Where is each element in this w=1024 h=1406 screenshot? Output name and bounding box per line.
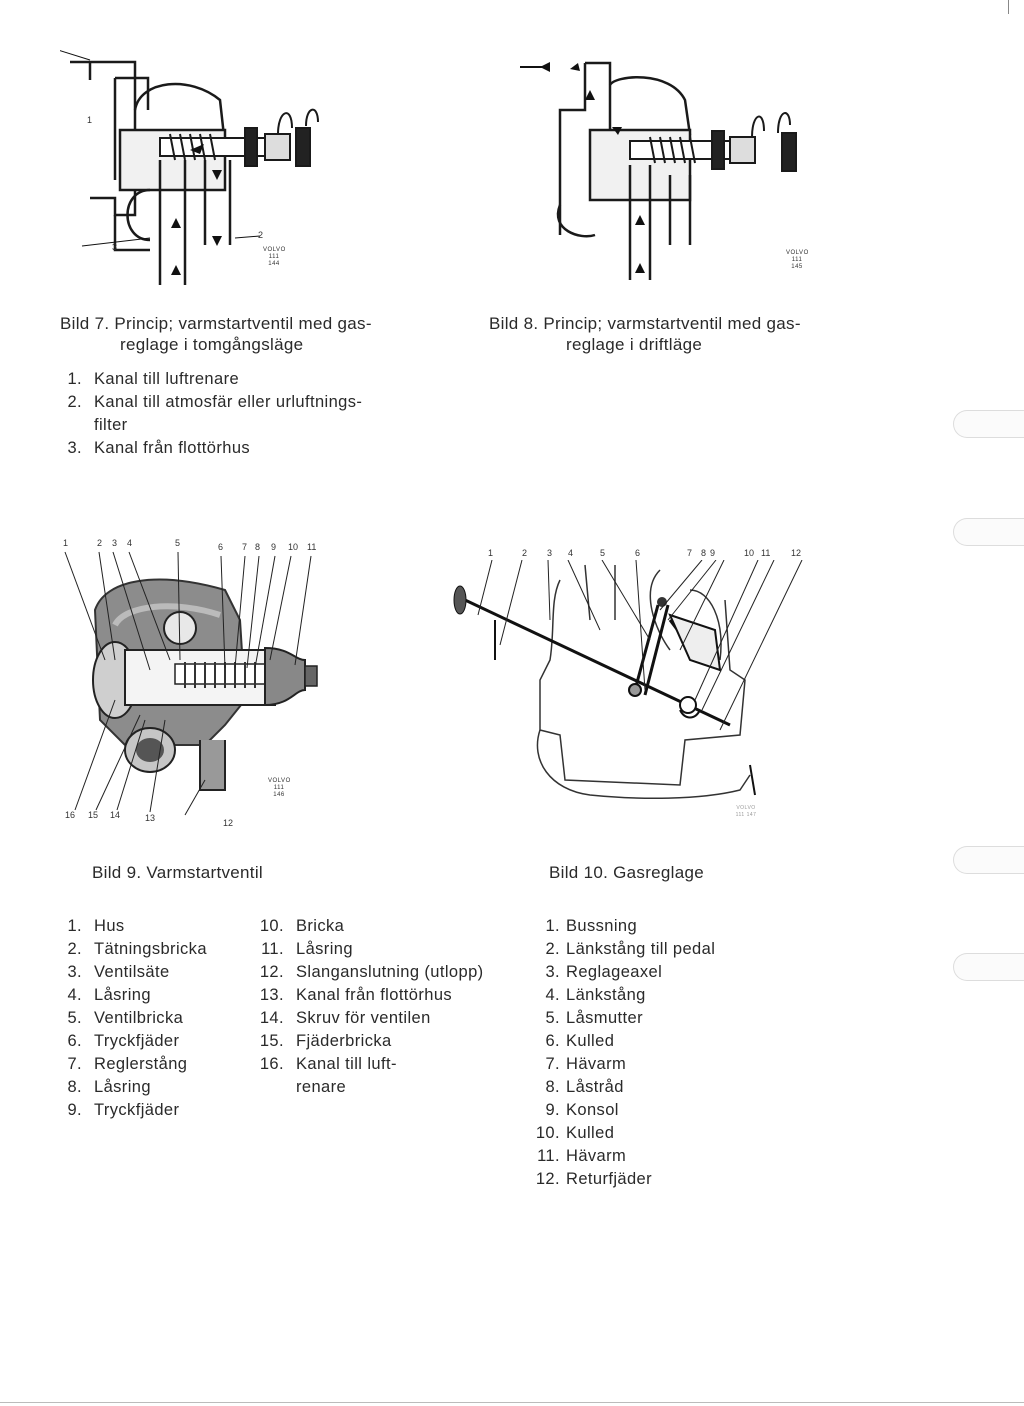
list-item: 8. Låsring xyxy=(67,1078,151,1096)
fig9-label: 10 xyxy=(288,542,299,552)
fig8-code-line2: 111 145 xyxy=(791,257,803,270)
fig8-caption-line2: reglage i driftläge xyxy=(566,335,703,354)
list-item: 1. Bussning xyxy=(545,917,638,935)
binder-hole xyxy=(953,953,1024,981)
fig7-label-3: 3 xyxy=(112,242,118,252)
fig7-caption xyxy=(60,313,440,355)
fig9-label: 4 xyxy=(127,538,133,548)
fig7-legend xyxy=(60,368,440,460)
fig9-label: 5 xyxy=(175,538,181,548)
list-item: 15. Fjäderbricka xyxy=(259,1032,392,1050)
fig10-label: 9 xyxy=(710,548,716,558)
fig9-label: 12 xyxy=(223,818,234,828)
fig10-label: 4 xyxy=(568,548,574,558)
fig9-label: 9 xyxy=(271,542,277,552)
list-item: 2. Länkstång till pedal xyxy=(545,940,716,958)
fig9-top-labels xyxy=(55,538,355,550)
fig10-legend xyxy=(522,915,782,1191)
fig10-caption: Bild 10. Gasreglage xyxy=(549,863,705,882)
list-item: 4. Låsring xyxy=(67,986,151,1004)
list-item: 1. Kanal till luftrenare xyxy=(67,370,240,388)
fig9-bottom-labels xyxy=(55,810,255,828)
list-item: 2. Tätningsbricka xyxy=(67,940,207,958)
fig9-label: 16 xyxy=(65,810,76,820)
list-item: 11. Låsring xyxy=(261,940,353,958)
binder-hole xyxy=(953,410,1024,438)
list-item: 2. Kanal till atmosfär eller urluftnings- xyxy=(67,393,363,411)
fig9-label: 2 xyxy=(97,538,103,548)
fig8-code xyxy=(786,250,808,271)
fig8-caption xyxy=(489,313,889,355)
fig9-label: 11 xyxy=(307,542,317,552)
fig10-label: 11 xyxy=(761,548,771,558)
fig10-code xyxy=(735,805,757,819)
list-item: 16. Kanal till luft- xyxy=(259,1055,397,1073)
fig9-code-line1: VOLVO xyxy=(268,778,291,784)
fig7-diagram xyxy=(60,50,350,285)
fig10-label: 7 xyxy=(687,548,693,558)
fig10-label: 5 xyxy=(600,548,606,558)
fig7-caption-title: Bild 7. Princip; varmstartventil med gas- xyxy=(60,314,372,333)
fig10-label: 10 xyxy=(744,548,755,558)
list-item: 7. Reglerstång xyxy=(67,1055,188,1073)
fig9-diagram xyxy=(55,550,345,820)
page-corner-mark xyxy=(1008,0,1009,14)
list-item: renare xyxy=(296,1078,347,1096)
list-item: filter xyxy=(94,416,128,434)
fig9-code-line2: 111 146 xyxy=(273,785,285,798)
fig9-legend-col1 xyxy=(60,915,230,1122)
fig7-code-line2: 111 144 xyxy=(268,254,280,267)
fig10-top-labels xyxy=(485,548,805,560)
binder-hole xyxy=(953,518,1024,546)
list-item: 6. Tryckfjäder xyxy=(67,1032,180,1050)
fig7-code xyxy=(263,247,285,268)
fig9-label: 14 xyxy=(110,810,121,820)
list-item: 9. Tryckfjäder xyxy=(67,1101,180,1119)
fig10-label: 12 xyxy=(791,548,802,558)
list-item: 5. Låsmutter xyxy=(545,1009,643,1027)
list-item: 9. Konsol xyxy=(545,1101,619,1119)
fig10-label: 2 xyxy=(522,548,528,558)
fig7-label-2: 2 xyxy=(258,230,264,240)
fig10-diagram xyxy=(440,560,810,820)
fig10-code-line1: VOLVO xyxy=(736,805,756,811)
fig7-caption-line2: reglage i tomgångsläge xyxy=(120,335,304,354)
list-item: 3. Kanal från flottörhus xyxy=(67,439,251,457)
list-item: 6. Kulled xyxy=(545,1032,615,1050)
fig9-code xyxy=(268,778,290,799)
list-item: 5. Ventilbricka xyxy=(67,1009,184,1027)
fig10-label: 6 xyxy=(635,548,641,558)
list-item: 7. Hävarm xyxy=(545,1055,627,1073)
fig9-label: 13 xyxy=(145,813,156,823)
fig8-diagram xyxy=(520,55,820,280)
fig9-label: 6 xyxy=(218,542,224,552)
page-bottom-line xyxy=(0,1402,1024,1403)
fig9-label: 15 xyxy=(88,810,99,820)
list-item: 10. Bricka xyxy=(259,917,345,935)
list-item: 12. Returfjäder xyxy=(535,1170,653,1188)
list-item: 10. Kulled xyxy=(535,1124,615,1142)
fig10-label: 3 xyxy=(547,548,553,558)
fig7-label-1: 1 xyxy=(87,115,93,125)
fig10-label: 8 xyxy=(701,548,707,558)
list-item: 11. Hävarm xyxy=(537,1147,627,1165)
fig9-caption: Bild 9. Varmstartventil xyxy=(92,863,263,882)
fig9-label: 8 xyxy=(255,542,261,552)
list-item: 8. Låstråd xyxy=(545,1078,624,1096)
list-item: 14. Skruv för ventilen xyxy=(259,1009,431,1027)
fig9-label: 1 xyxy=(63,538,69,548)
list-item: 13. Kanal från flottörhus xyxy=(259,986,453,1004)
fig9-label: 3 xyxy=(112,538,118,548)
list-item: 3. Ventilsäte xyxy=(67,963,170,981)
fig8-code-line1: VOLVO xyxy=(786,250,809,256)
fig10-label: 1 xyxy=(488,548,494,558)
fig10-code-line2: 111 147 xyxy=(735,812,757,818)
list-item: 12. Slanganslutning (utlopp) xyxy=(259,963,484,981)
fig8-caption-title: Bild 8. Princip; varmstartventil med gas- xyxy=(489,314,801,333)
binder-hole xyxy=(953,846,1024,874)
fig9-label: 7 xyxy=(242,542,248,552)
list-item: 3. Reglageaxel xyxy=(545,963,663,981)
list-item: 4. Länkstång xyxy=(545,986,646,1004)
fig9-legend-col2 xyxy=(252,915,522,1099)
list-item: 1. Hus xyxy=(67,917,125,935)
fig7-code-line1: VOLVO xyxy=(263,247,286,253)
